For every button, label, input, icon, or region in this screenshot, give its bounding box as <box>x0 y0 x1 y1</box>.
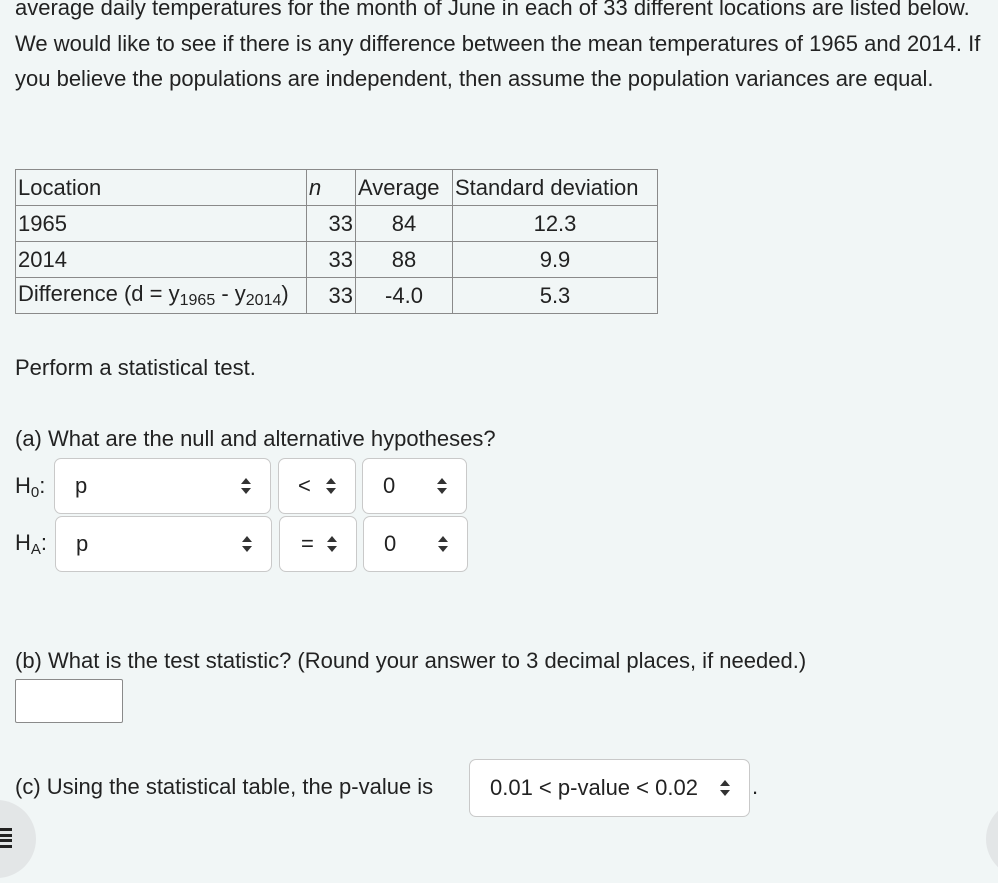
select-arrows-icon <box>437 535 449 553</box>
ha-colon: : <box>40 530 48 555</box>
cell-location: 1965 <box>16 206 307 242</box>
h0-label <box>15 473 45 501</box>
h0-parameter-select[interactable] <box>54 458 271 514</box>
ha-value: 0 <box>384 531 397 556</box>
data-table <box>15 169 658 314</box>
ha-parameter-select[interactable] <box>55 516 272 572</box>
diff-subscript-1965: 1965 <box>179 292 216 309</box>
select-arrows-icon <box>436 477 448 495</box>
ha-operator-select[interactable] <box>279 516 357 572</box>
header-location: Location <box>16 170 307 206</box>
h0-parameter-value: p <box>75 473 88 498</box>
cell-average: -4.0 <box>356 278 453 314</box>
header-n: n <box>307 170 356 206</box>
h0-operator-value: < <box>298 473 311 498</box>
cell-sd: 5.3 <box>453 278 658 314</box>
corner-button[interactable] <box>986 800 998 878</box>
h0-operator-select[interactable] <box>278 458 356 514</box>
table-header-row <box>16 170 658 206</box>
select-arrows-icon <box>719 779 731 797</box>
diff-label-prefix: Difference (d = y <box>18 281 180 306</box>
diff-subscript-2014: 2014 <box>245 292 282 309</box>
p-value-select[interactable] <box>469 759 750 817</box>
h0-value-select[interactable] <box>362 458 467 514</box>
select-arrows-icon <box>326 535 338 553</box>
select-arrows-icon <box>240 477 252 495</box>
perform-instruction: Perform a statistical test. <box>15 355 256 380</box>
part-b-question: (b) What is the test statistic? (Round your answer to 3 decimal places, if needed.) <box>15 648 807 673</box>
part-c-question: (c) Using the statistical table, the p-value is <box>15 774 434 799</box>
table-row-difference <box>16 278 658 314</box>
part-c-period: . <box>752 774 759 799</box>
h0-colon: : <box>39 473 46 498</box>
cell-n: 33 <box>307 278 356 314</box>
ha-parameter-value: p <box>76 531 89 556</box>
select-arrows-icon <box>241 535 253 553</box>
cell-sd: 9.9 <box>453 242 658 278</box>
h0-subscript: 0 <box>30 484 40 501</box>
p-value-selected: 0.01 < p-value < 0.02 <box>490 775 698 800</box>
header-sd: Standard deviation <box>453 170 658 206</box>
select-arrows-icon <box>325 477 337 495</box>
test-statistic-input[interactable] <box>15 679 123 723</box>
ha-label <box>15 530 47 558</box>
diff-label-middle: - y <box>215 281 246 306</box>
ha-operator-value: = <box>301 531 314 556</box>
cell-n: 33 <box>307 242 356 278</box>
header-average: Average <box>356 170 453 206</box>
table-row <box>16 242 658 278</box>
cell-n: 33 <box>307 206 356 242</box>
cell-location-difference <box>16 278 307 314</box>
ha-value-select[interactable] <box>363 516 468 572</box>
cell-average: 84 <box>356 206 453 242</box>
diff-label-suffix: ) <box>281 281 289 306</box>
cell-sd: 12.3 <box>453 206 658 242</box>
cell-location: 2014 <box>16 242 307 278</box>
h0-value: 0 <box>383 473 396 498</box>
ha-letter: H <box>15 530 31 555</box>
menu-icon <box>0 828 12 848</box>
h0-letter: H <box>15 473 31 498</box>
ha-subscript: A <box>30 541 41 558</box>
part-a-question: (a) What are the null and alternative hypotheses? <box>15 426 496 451</box>
intro-paragraph: average daily temperatures for the month of June in each of 33 different locations are listed below. We would like to see if there is any difference between the mean temperatures of 1965 and 2014. If you believe the populations are independent, then assume the population variances are equal. <box>15 0 981 91</box>
table-row <box>16 206 658 242</box>
cell-average: 88 <box>356 242 453 278</box>
